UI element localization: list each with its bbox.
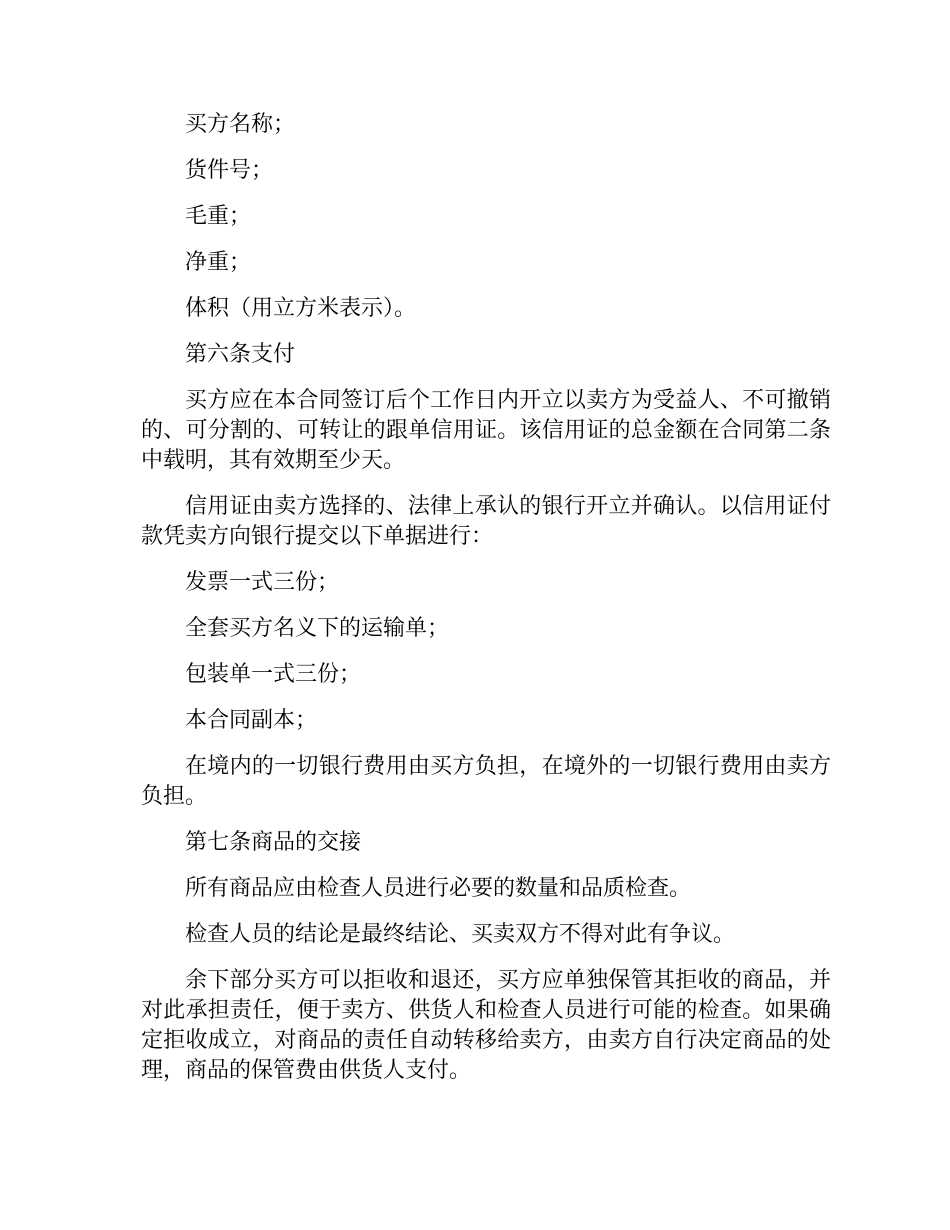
- section-heading-delivery: 第七条商品的交接: [185, 830, 362, 855]
- paragraph-transport-documents: 全套买方名义下的运输单；: [185, 616, 450, 641]
- paragraph-bank-fees: 在境内的一切银行费用由买方负担，在境外的一切银行费用由卖方负担。: [141, 754, 831, 809]
- paragraph-packing-list: 包装单一式三份；: [185, 662, 362, 687]
- paragraph-buyer-name: 买方名称；: [185, 112, 296, 137]
- paragraph-gross-weight: 毛重；: [185, 204, 252, 229]
- paragraph-inspection: 所有商品应由检查人员进行必要的数量和品质检查。: [185, 876, 692, 901]
- paragraph-inspection-conclusion: 检查人员的结论是最终结论、买卖双方不得对此有争议。: [185, 922, 736, 947]
- paragraph-invoice: 发票一式三份；: [185, 570, 340, 595]
- paragraph-cargo-number: 货件号；: [185, 158, 274, 183]
- paragraph-issuing-bank: 信用证由卖方选择的、法律上承认的银行开立并确认。以信用证付款凭卖方向银行提交以下单据进行：: [141, 494, 831, 549]
- paragraph-volume: 体积（用立方米表示）。: [185, 296, 417, 321]
- section-heading-payment: 第六条支付: [185, 342, 296, 367]
- paragraph-contract-copy: 本合同副本；: [185, 708, 318, 733]
- paragraph-rejection: 余下部分买方可以拒收和退还，买方应单独保管其拒收的商品，并对此承担责任，便于卖方、供货人和检查人员进行可能的检查。如果确定拒收成立，对商品的责任自动转移给卖方，由卖方自行决定商品的处理，商品的保管费由供货人支付。: [141, 968, 831, 1083]
- paragraph-net-weight: 净重；: [185, 250, 252, 275]
- paragraph-letter-of-credit: 买方应在本合同签订后个工作日内开立以卖方为受益人、不可撤销的、可分割的、可转让的跟单信用证。该信用证的总金额在合同第二条中载明，其有效期至少天。: [141, 388, 831, 473]
- document-body: [141, 110, 831, 1102]
